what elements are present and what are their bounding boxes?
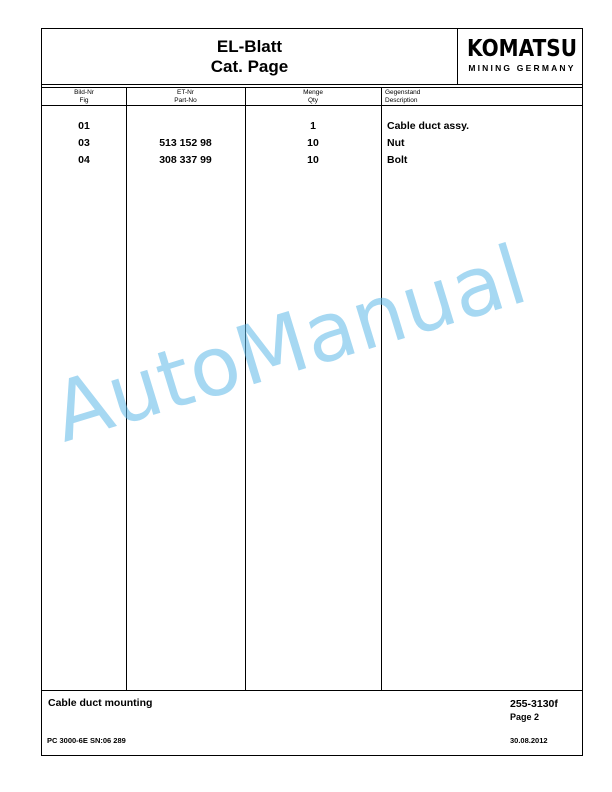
logo-text: KOMATSU bbox=[467, 36, 577, 62]
title-box bbox=[42, 29, 458, 84]
parts-table bbox=[42, 87, 582, 691]
page-number: Page 2 bbox=[510, 712, 540, 722]
fig-number: 04 bbox=[78, 154, 90, 166]
document-code: 255-3130f bbox=[510, 698, 558, 710]
part-number: 513 152 98 bbox=[159, 137, 212, 149]
column-divider bbox=[381, 88, 382, 690]
quantity: 10 bbox=[307, 154, 319, 166]
description: Bolt bbox=[387, 154, 408, 166]
page-subtitle: Cat. Page bbox=[210, 57, 289, 76]
column-divider bbox=[245, 88, 246, 690]
description: Nut bbox=[387, 137, 405, 149]
header-separator bbox=[42, 84, 582, 85]
column-header-part-no: ET-Nr Part-No bbox=[174, 89, 197, 104]
column-header-fig: Bild-Nr Fig bbox=[74, 89, 94, 104]
quantity: 10 bbox=[307, 137, 319, 149]
column-header-qty: Menge Qty bbox=[303, 89, 323, 104]
quantity: 1 bbox=[310, 120, 316, 132]
column-header-rule bbox=[42, 105, 582, 106]
table-row bbox=[42, 153, 582, 171]
part-number: 308 337 99 bbox=[159, 154, 212, 166]
fig-number: 03 bbox=[78, 137, 90, 149]
fig-number: 01 bbox=[78, 120, 90, 132]
table-row bbox=[42, 136, 582, 154]
column-header-description: Gegenstand Description bbox=[385, 89, 421, 104]
machine-model: PC 3000-6E SN:06 289 bbox=[47, 736, 126, 745]
watermark: AutoManual bbox=[42, 227, 537, 462]
column-divider bbox=[126, 88, 127, 690]
footer-title: Cable duct mounting bbox=[48, 697, 153, 709]
table-row bbox=[42, 119, 582, 137]
document-date: 30.08.2012 bbox=[510, 736, 548, 745]
page-title: EL-Blatt bbox=[216, 37, 283, 56]
description: Cable duct assy. bbox=[387, 120, 470, 132]
logo-wordmark bbox=[466, 35, 578, 61]
logo-subtitle: MINING GERMANY bbox=[468, 63, 576, 73]
catalog-page-frame bbox=[41, 28, 583, 756]
komatsu-logo bbox=[458, 29, 584, 84]
